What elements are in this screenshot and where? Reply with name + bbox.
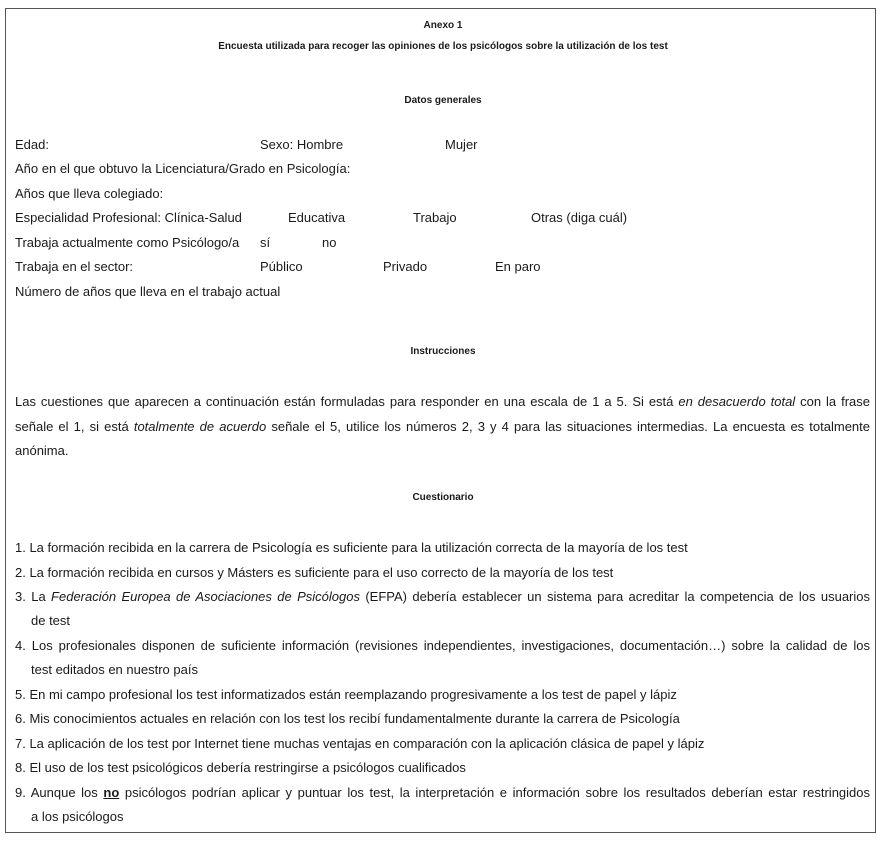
- question-6: 6. Mis conocimientos actuales en relación con los test los recibí fundamentalmente durante la carrera de Psicología: [15, 711, 680, 726]
- question-8: 8. El uso de los test psicológicos debería restringirse a psicólogos cualificados: [15, 760, 466, 775]
- option-trabajo: Trabajo: [413, 210, 457, 225]
- option-educativa: Educativa: [288, 210, 346, 225]
- option-mujer: Mujer: [445, 137, 478, 152]
- question-4-cont: test editados en nuestro país: [31, 662, 198, 677]
- questionnaire-heading: Cuestionario: [412, 492, 474, 503]
- document-title: Encuesta utilizada para recoger las opiniones de los psicólogos sobre la utilización de los test: [218, 41, 668, 52]
- general-heading: Datos generales: [404, 95, 482, 106]
- instructions-line-3: anónima.: [15, 443, 69, 458]
- question-1: 1. La formación recibida en la carrera de Psicología es suficiente para la utilización correcta de la mayoría de los test: [15, 540, 688, 555]
- option-otras: Otras (diga cuál): [531, 210, 628, 225]
- option-privado: Privado: [383, 259, 428, 274]
- question-5: 5. En mi campo profesional los test informatizados están reemplazando progresivamente a los test de papel y lápiz: [15, 687, 677, 702]
- question-9: 9. Aunque los no psicólogos podrían aplicar y puntuar los test, la interpretación e información sobre los resultados deberían estar restringidos: [15, 785, 870, 800]
- instructions-line-2: señale el 1, si está totalmente de acuerdo señale el 5, utilice los números 2, 3 y 4 para las situaciones intermedias. La encuesta es totalmente: [15, 419, 870, 434]
- field-especialidad: Especialidad Profesional: Clínica-Salud: [15, 210, 242, 225]
- annex-label: Anexo 1: [423, 20, 463, 31]
- question-3: 3. La Federación Europea de Asociaciones de Psicólogos (EFPA) debería establecer un sistema para acreditar la competencia de los usuarios: [15, 589, 871, 604]
- field-edad: Edad:: [15, 137, 49, 152]
- question-3-cont: de test: [31, 613, 71, 628]
- question-4: 4. Los profesionales disponen de suficiente información (revisiones independientes, investigaciones, documentación…) sobre la calidad de los: [15, 638, 870, 653]
- instructions-line-1: Las cuestiones que aparecen a continuación están formuladas para responder en una escala de 1 a 5. Si está en desacuerdo total con la frase: [15, 394, 870, 409]
- field-sector: Trabaja en el sector:: [15, 259, 134, 274]
- question-7: 7. La aplicación de los test por Internet tiene muchas ventajas en comparación con la aplicación clásica de papel y lápiz: [15, 736, 705, 751]
- field-trabaja-psicologo: Trabaja actualmente como Psicólogo/a: [15, 235, 240, 250]
- field-anios-colegiado: Años que lleva colegiado:: [15, 186, 164, 201]
- question-2: 2. La formación recibida en cursos y Másters es suficiente para el uso correcto de la mayoría de los test: [15, 565, 614, 580]
- option-no: no: [322, 235, 337, 250]
- field-sexo: Sexo: Hombre: [260, 137, 344, 152]
- instructions-heading: Instrucciones: [410, 346, 476, 357]
- option-paro: En paro: [495, 259, 541, 274]
- option-si: sí: [260, 235, 271, 250]
- option-publico: Público: [260, 259, 303, 274]
- question-9-cont: a los psicólogos: [31, 809, 124, 824]
- field-anios-trabajo: Número de años que lleva en el trabajo actual: [15, 284, 281, 299]
- field-anio-licenciatura: Año en el que obtuvo la Licenciatura/Grado en Psicología:: [15, 161, 351, 176]
